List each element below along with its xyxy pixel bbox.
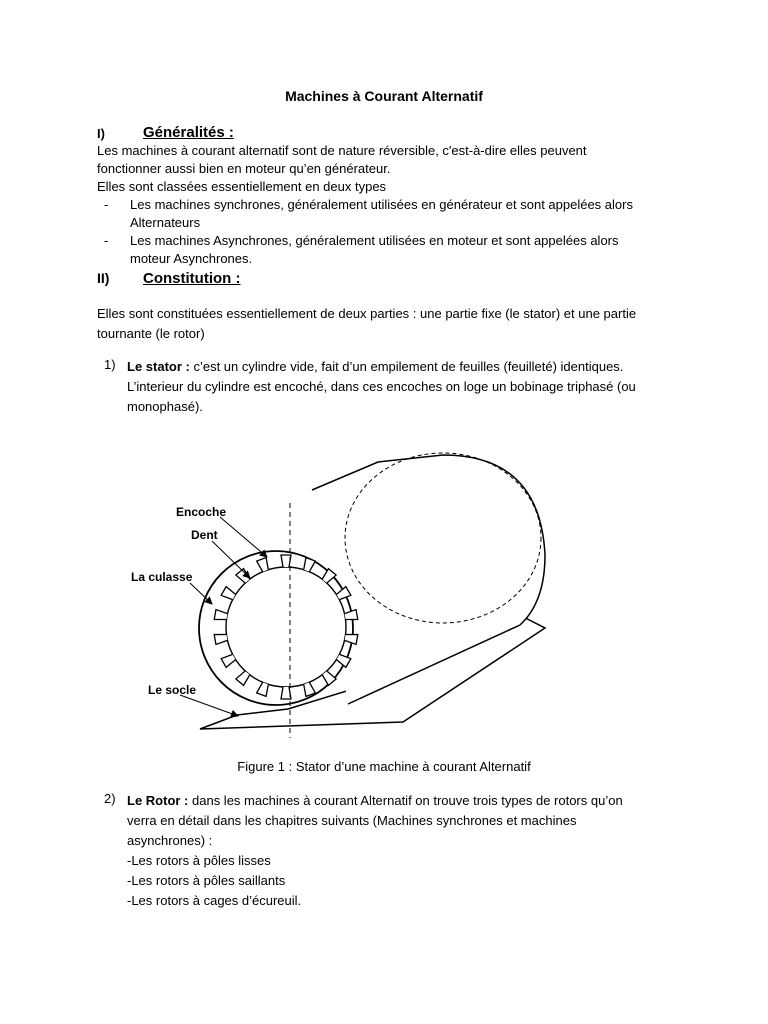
text-line: L’interieur du cylindre est encoché, dans ces encoches on loge un bobinage triphasé (ou — [127, 379, 636, 394]
text-line: tournante (le rotor) — [97, 326, 205, 341]
rotor-type-item: -Les rotors à cages d’écureuil. — [127, 893, 302, 908]
section1-heading: Généralités : — [143, 124, 234, 141]
rotor-type-item: -Les rotors à pôles lisses — [127, 853, 271, 868]
rotor-paragraph — [127, 791, 717, 911]
text-line: Les machines synchrones, généralement utilisées en générateur et sont appelées alors — [130, 197, 633, 212]
label-encoche: Encoche — [176, 505, 227, 519]
socle-leader — [180, 695, 238, 716]
label-dent: Dent — [191, 528, 218, 542]
rotor-number: 2) — [104, 791, 116, 806]
encoche-leader — [220, 517, 267, 557]
text-line: asynchrones) : — [127, 833, 213, 848]
stator-label: Le stator : — [127, 359, 190, 374]
section2-number: II) — [97, 270, 110, 286]
text-span: c’est un cylindre vide, fait d’un empilement de feuilles (feuilleté) identiques. — [189, 359, 624, 374]
label-culasse: La culasse — [131, 570, 193, 584]
stator-inner-circle — [226, 567, 346, 687]
stator-number: 1) — [104, 357, 116, 372]
rotor-type-item: -Les rotors à pôles saillants — [127, 873, 286, 888]
text-line — [127, 791, 717, 811]
text-line: moteur Asynchrones. — [130, 251, 253, 266]
text-line: Les machines à courant alternatif sont de nature réversible, c'est-à-dire elles peuvent — [97, 143, 587, 158]
figure-caption: Figure 1 : Stator d’une machine à courant Alternatif — [237, 759, 531, 774]
text-line: monophasé). — [127, 399, 203, 414]
text-line: Les machines Asynchrones, généralement utilisées en moteur et sont appelées alors — [130, 233, 619, 248]
label-socle: Le socle — [148, 683, 197, 697]
bullet-dash: - — [104, 197, 109, 212]
section2-heading: Constitution : — [143, 270, 241, 287]
text-line: Elles sont classées essentiellement en deux types — [97, 179, 387, 194]
section1-number: I) — [97, 126, 105, 141]
rotor-label: Le Rotor : — [127, 793, 189, 808]
page-title: Machines à Courant Alternatif — [285, 88, 483, 104]
text-line: verra en détail dans les chapitres suivants (Machines synchrones et machines — [127, 813, 577, 828]
text-line: fonctionner aussi bien en moteur qu’en générateur. — [97, 161, 391, 176]
text-line: Alternateurs — [130, 215, 201, 230]
bullet-dash: - — [104, 233, 109, 248]
text-span: dans les machines à courant Alternatif on trouve trois types de rotors qu’on — [188, 793, 623, 808]
text-line: Elles sont constituées essentiellement de deux parties : une partie fixe (le stator) et une partie — [97, 306, 637, 321]
